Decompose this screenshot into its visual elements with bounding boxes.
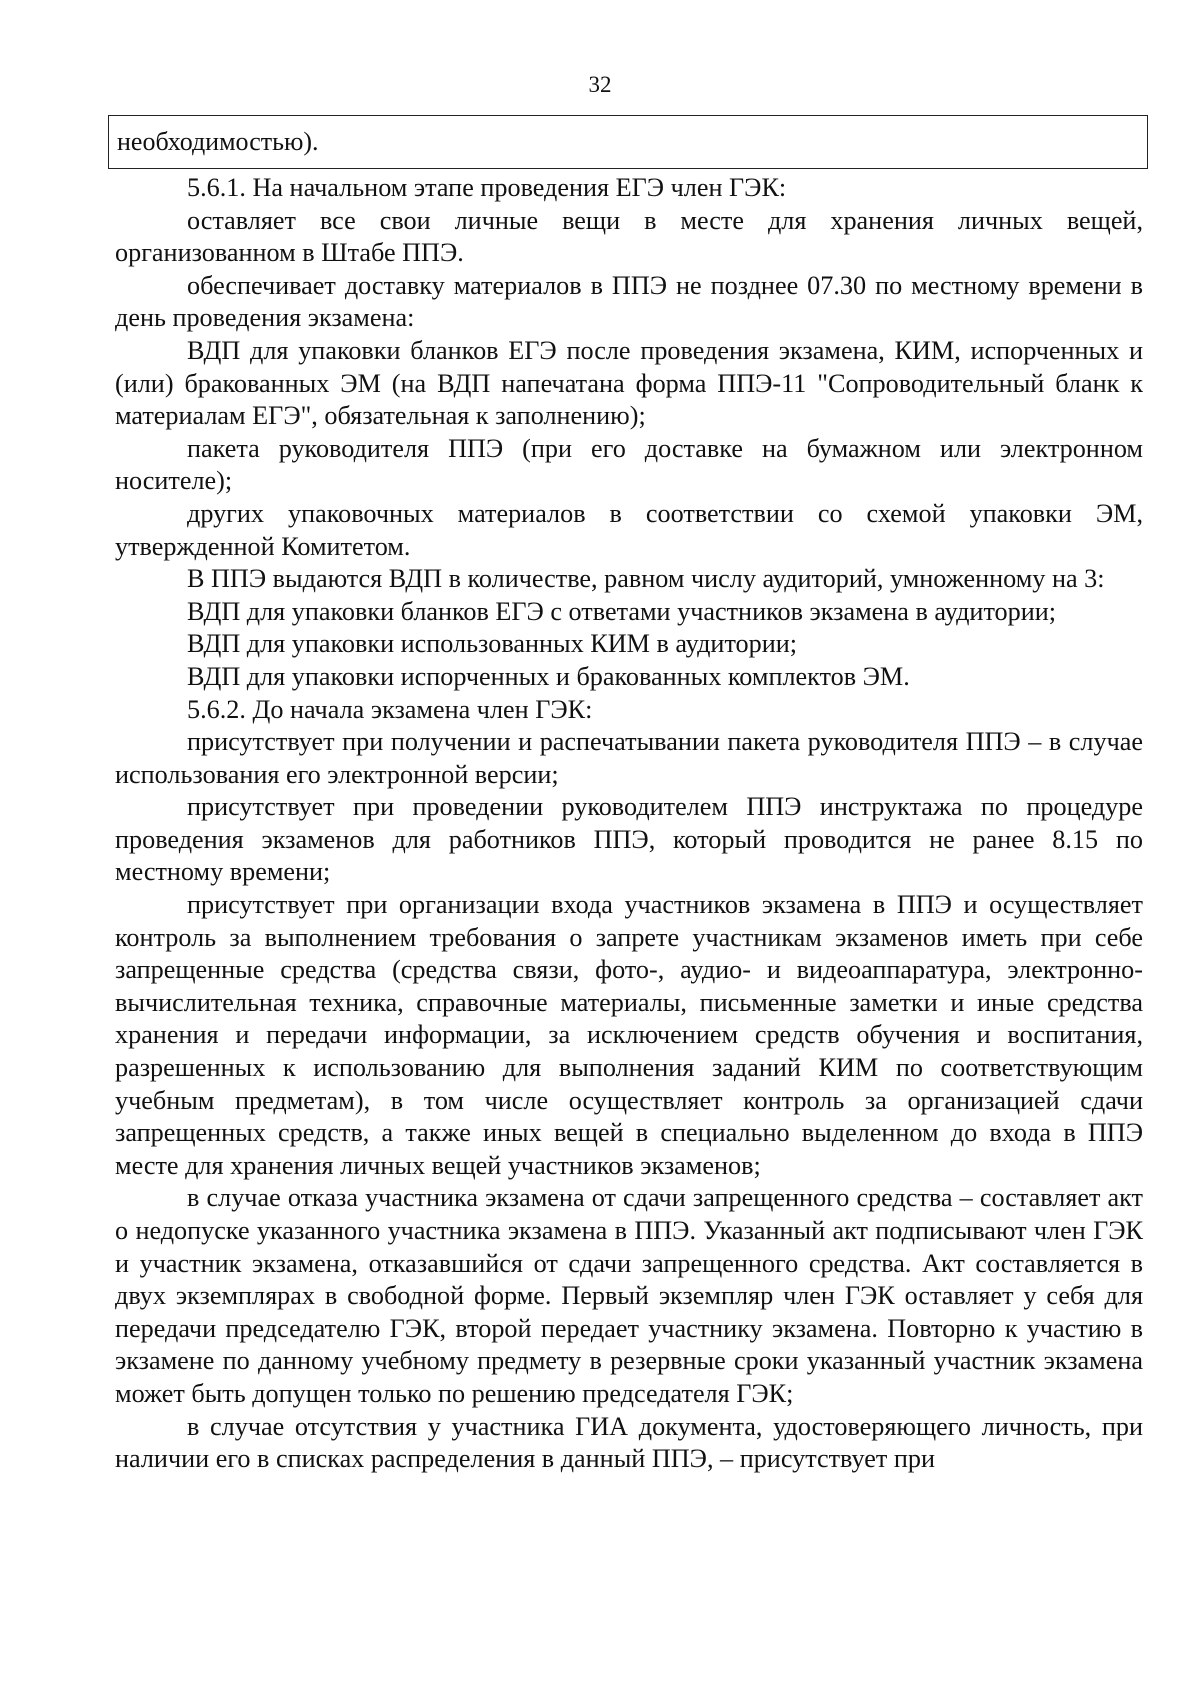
paragraph: ВДП для упаковки использованных КИМ в аудитории; (187, 629, 798, 659)
paragraph: ВДП для упаковки испорченных и бракованных комплектов ЭМ. (187, 661, 910, 691)
paragraph: ВДП для упаковки бланков ЕГЭ после проведения экзамена, КИМ, испорченных и (или) бракованных ЭМ (на ВДП напечатана форма ППЭ-11 "Сопроводительный бланк к материалам ЕГЭ", обязательная к заполнению); (115, 335, 1143, 431)
paragraph: пакета руководителя ППЭ (при его доставке на бумажном или электронном носителе); (115, 433, 1143, 496)
paragraph: обеспечивает доставку материалов в ППЭ не позднее 07.30 по местному времени в день проведения экзамена: (115, 270, 1143, 333)
paragraph: в случае отсутствия у участника ГИА документа, удостоверяющего личность, при наличии его в списках распределения в данный ППЭ, – присутствует при (115, 1411, 1143, 1474)
paragraph: оставляет все свои личные вещи в месте для хранения личных вещей, организованном в Штабе ППЭ. (115, 205, 1143, 268)
paragraph: присутствует при получении и распечатывании пакета руководителя ППЭ – в случае использования его электронной версии; (115, 727, 1143, 789)
paragraph: 5.6.2. До начала экзамена член ГЭК: (187, 694, 593, 724)
document-body (115, 172, 1143, 1476)
paragraph: присутствует при проведении руководителем ППЭ инструктажа по процедуре проведения экзаменов для работников ППЭ, который проводится не ранее 8.15 по местному времени; (115, 792, 1143, 887)
paragraph: других упаковочных материалов в соответствии со схемой упаковки ЭМ, утвержденной Комитетом. (115, 498, 1143, 561)
paragraph: присутствует при организации входа участников экзамена в ППЭ и осуществляет контроль за выполнением требования о запрете участникам экзаменов иметь при себе запрещенные средства (средства связи, фото-, аудио- и видеоаппаратура, электронно-вычислительная техника, справочные материалы, письменные заметки и иные средства хранения и передачи информации, за исключением средств обучения и воспитания, разрешенных к использованию для выполнения заданий КИМ по соответствующим учебным предметам), в том числе осуществляет контроль за организацией сдачи запрещенных средств, а также иных вещей в специально выделенном до входа в ППЭ месте для хранения личных вещей участников экзаменов; (115, 890, 1143, 1180)
page-number: 32 (588, 72, 612, 97)
boxed-continuation-text: необходимостью). (108, 115, 1148, 169)
paragraph: В ППЭ выдаются ВДП в количестве, равном числу аудиторий, умноженному на 3: (187, 564, 1105, 594)
paragraph: в случае отказа участника экзамена от сдачи запрещенного средства – составляет акт о недопуске указанного участника экзамена в ППЭ. Указанный акт подписывают член ГЭК и участник экзамена, отказавшийся от сдачи запрещенного средства. Акт составляется в двух экземплярах в свободной форме. Первый экземпляр член ГЭК оставляет у себя для передачи председателю ГЭК, второй передает участнику экзамена. Повторно к участию в экзамене по данному учебному предмету в резервные сроки указанный участник экзамена может быть допущен только по решению председателя ГЭК; (115, 1183, 1143, 1408)
paragraph: 5.6.1. На начальном этапе проведения ЕГЭ член ГЭК: (187, 173, 787, 202)
paragraph: ВДП для упаковки бланков ЕГЭ с ответами участников экзамена в аудитории; (187, 596, 1057, 626)
